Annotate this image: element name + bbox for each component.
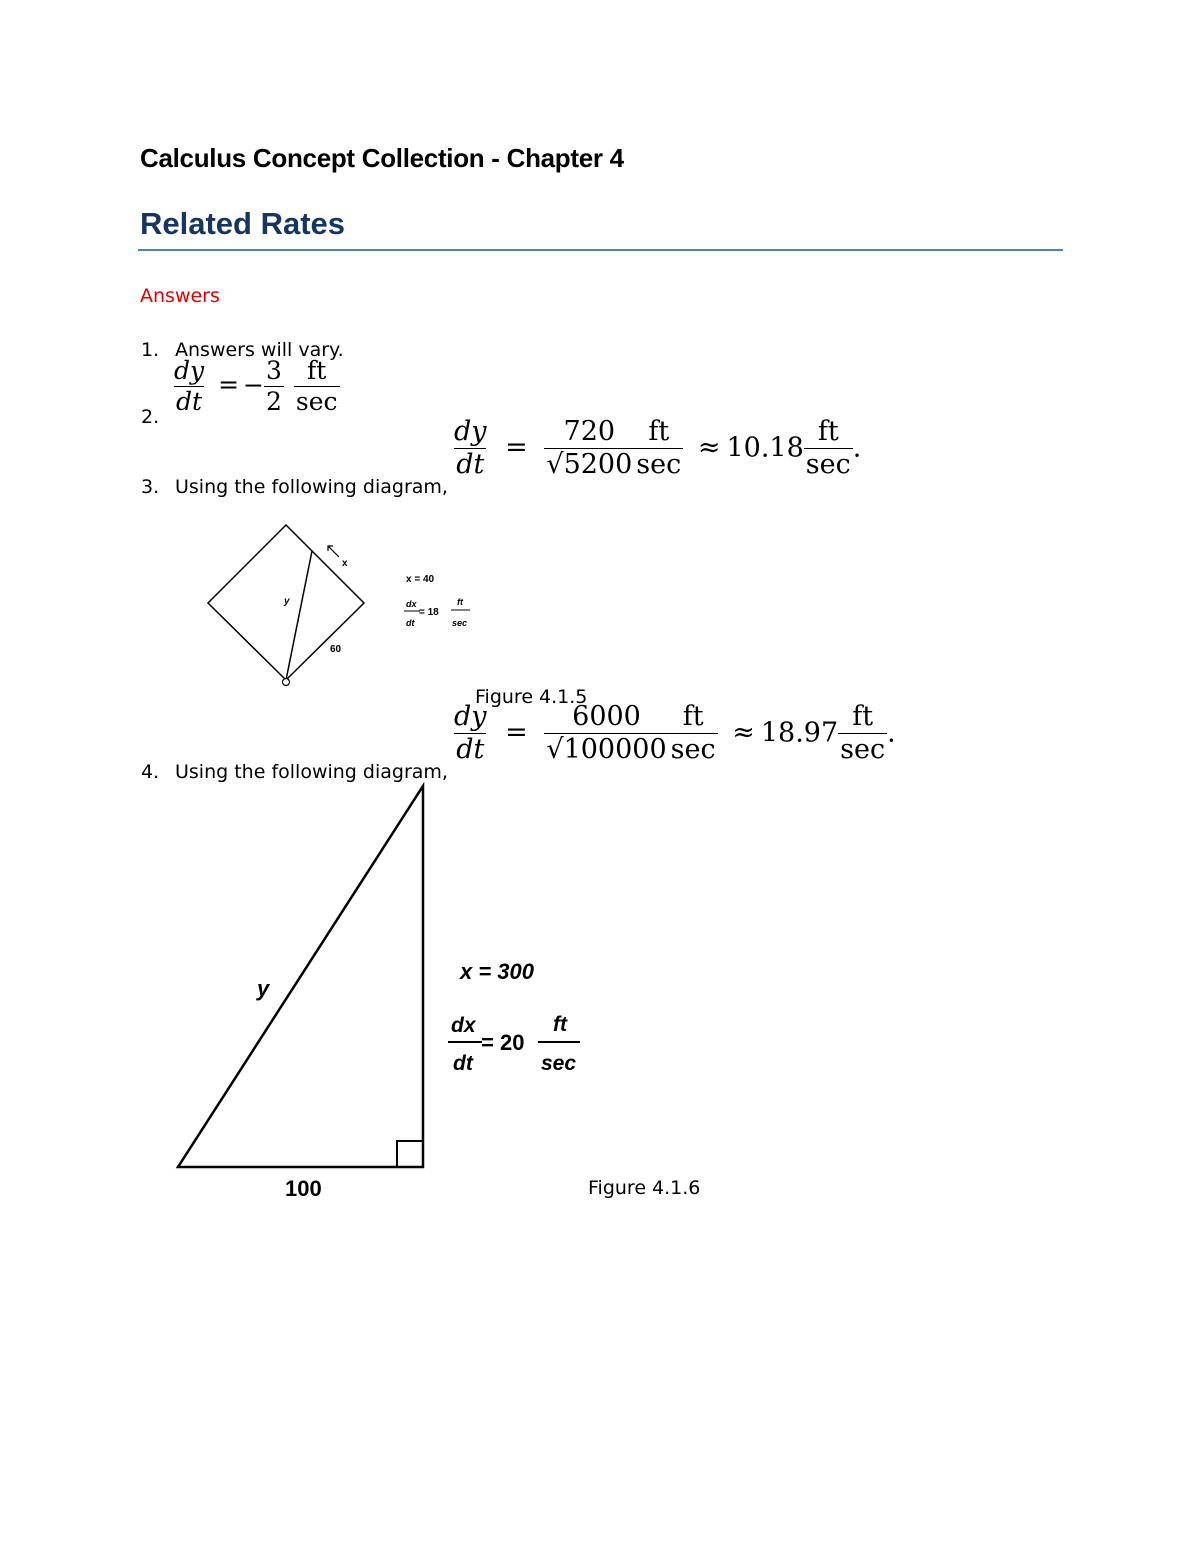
heading-divider (138, 249, 1063, 251)
label-rate: = 20 (481, 1030, 525, 1055)
answer-4-equation: $\frac{dy}{dt}$ = $\frac{6000}{√100000}$ $\frac{ft}{\sec}$ ≈ 18.97 $\frac{ft}{\sec}$ . (454, 701, 896, 766)
right-triangle (178, 786, 423, 1167)
label-dx: dx (406, 599, 417, 609)
diagonal-y-line (286, 551, 312, 680)
label-ft: ft (457, 597, 463, 607)
label-base: 100 (285, 1176, 322, 1201)
label-dt: dt (406, 618, 415, 628)
figure-4-1-6-caption: Figure 4.1.6 (588, 1177, 701, 1199)
figure-4-1-6-diagram (170, 780, 600, 1210)
label-ft: ft (553, 1013, 567, 1036)
figure-4-1-5-caption: Figure 4.1.5 (475, 686, 588, 708)
figure-4-1-5-diagram (200, 515, 490, 695)
answer-1-text: Answers will vary. (175, 339, 344, 361)
label-dx: dx (451, 1014, 476, 1037)
answer-1-number: 1. (141, 339, 160, 361)
answer-3-equation: $\frac{dy}{dt}$ = $\frac{720}{√5200}$ $\frac{ft}{\sec}$ ≈ 10.18 $\frac{ft}{\sec}$ . (454, 416, 862, 481)
label-x: x (342, 558, 348, 569)
answer-3-text: Using the following diagram, (175, 476, 448, 498)
label-rate: = 18 (419, 607, 439, 618)
answer-4-number: 4. (141, 761, 160, 783)
label-x-value: x = 300 (460, 959, 535, 984)
answer-3-number: 3. (141, 476, 160, 498)
label-dt: dt (453, 1052, 473, 1075)
label-sec: sec (541, 1052, 577, 1075)
label-x-value: x = 40 (406, 574, 435, 585)
answer-2-equation: $\frac{dy}{dt}$ = − $\frac{3}{2}$ $\frac{ft}{\sec}$ (174, 356, 338, 417)
label-y: y (284, 596, 290, 607)
answers-label: Answers (140, 285, 220, 307)
right-angle-marker (397, 1141, 423, 1167)
home-plate-marker (283, 679, 290, 686)
answer-2-number: 2. (141, 406, 160, 428)
label-y: y (257, 976, 270, 1001)
answer-4-text: Using the following diagram, (175, 761, 448, 783)
x-direction-arrow-icon (328, 546, 339, 557)
document-title: Calculus Concept Collection - Chapter 4 (140, 143, 624, 173)
label-sec: sec (452, 618, 468, 628)
section-heading: Related Rates (140, 206, 346, 241)
label-side: 60 (330, 644, 342, 655)
